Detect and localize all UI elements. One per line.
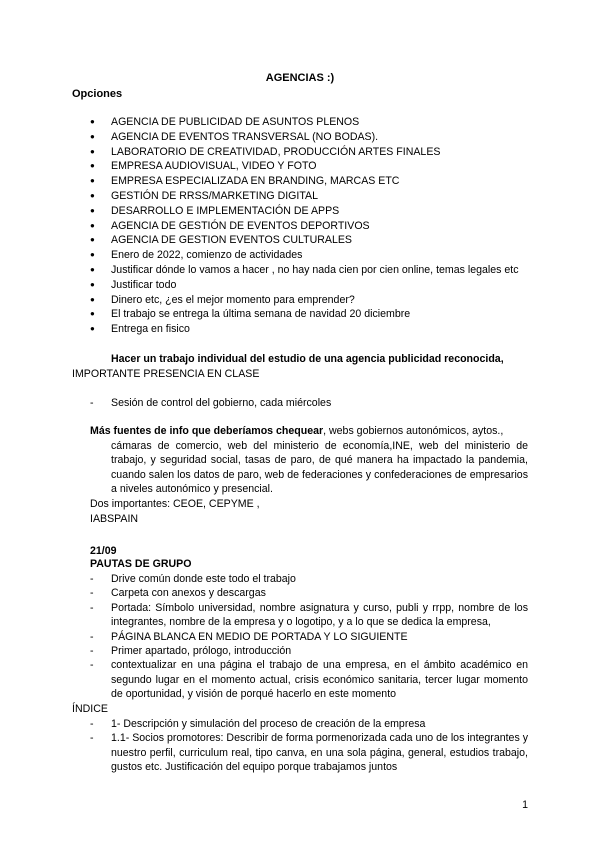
page-number: 1 — [522, 799, 528, 811]
list-item: ● EMPRESA AUDIOVISUAL, VIDEO Y FOTO — [90, 159, 530, 174]
fuentes-first-rest: , webs gobiernos autonómicos, aytos., — [323, 425, 504, 437]
fuentes-bold: Más fuentes de info que deberíamos chequear — [90, 425, 324, 437]
list-item: ● AGENCIA DE GESTION EVENTOS CULTURALES — [90, 233, 530, 248]
list-item: - PÁGINA BLANCA EN MEDIO DE PORTADA Y LO SIGUIENTE — [90, 630, 528, 644]
list-item: ● Justificar todo — [90, 278, 530, 293]
list-item: - 1.1- Socios promotores: Describir de forma pormenorizada cada uno de los integrantes y nuestro perfil, curriculum real, tipo canva, en una sola página, general, estudios trabajo, gustos etc. Justificación del equipo porque trabajamos juntos — [90, 731, 528, 774]
dos-importantes: Dos importantes: CEOE, CEPYME , — [90, 498, 260, 510]
importante-line: IMPORTANTE PRESENCIA EN CLASE — [72, 368, 260, 380]
list-item: - Carpeta con anexos y descargas — [90, 586, 528, 600]
list-item: ● LABORATORIO DE CREATIVIDAD, PRODUCCIÓN ARTES FINALES — [90, 145, 530, 160]
list-item: ● Entrega en fisico — [90, 322, 530, 337]
sesion-item — [90, 396, 332, 410]
list-item: - Drive común donde este todo el trabajo — [90, 572, 528, 586]
list-item: ● EMPRESA ESPECIALIZADA EN BRANDING, MARCAS ETC — [90, 174, 530, 189]
opciones-list — [90, 115, 530, 337]
sesion-text: Sesión de control del gobierno, cada miércoles — [111, 397, 332, 409]
list-item: - Portada: Símbolo universidad, nombre asignatura y curso, publi y rrpp, nombre de los integrantes, nombre de la empresa y o logotipo, y a lo que se dedica la empresa, — [90, 601, 528, 630]
fuentes-rest: cámaras de comercio, web del ministerio de economía,INE, web del ministerio de trabajo, y seguridad social, tasas de paro, de qué manera ha impactado la pandemia, cuando salen los datos de paro, web de federaciones y confederaciones de empresarios a niveles autonómico y presencial. — [111, 439, 528, 495]
list-item: ● El trabajo se entrega la última semana de navidad 20 diciembre — [90, 307, 530, 322]
bold-statement: Hacer un trabajo individual del estudio de una agencia publicidad reconocida, — [111, 353, 504, 365]
list-item: ● AGENCIA DE EVENTOS TRANSVERSAL (NO BODAS). — [90, 130, 530, 145]
list-item: ● Justificar dónde lo vamos a hacer , no hay nada cien por cien online, temas legales etc — [90, 263, 530, 278]
pautas-heading: PAUTAS DE GRUPO — [90, 558, 192, 570]
list-item: ● AGENCIA DE GESTIÓN DE EVENTOS DEPORTIVOS — [90, 219, 530, 234]
document-title: AGENCIAS :) — [265, 72, 335, 84]
list-item: ● Dinero etc, ¿es el mejor momento para emprender? — [90, 293, 530, 308]
list-item: - Primer apartado, prólogo, introducción — [90, 644, 528, 658]
dash-marker: - — [90, 397, 94, 409]
list-item: - 1- Descripción y simulación del proceso de creación de la empresa — [90, 717, 528, 731]
iabspain: IABSPAIN — [90, 513, 139, 525]
list-item: ● GESTIÓN DE RRSS/MARKETING DIGITAL — [90, 189, 530, 204]
pautas-list — [90, 572, 528, 702]
indice-heading: ÍNDICE — [72, 703, 108, 715]
list-item: - contextualizar en una página el trabajo de una empresa, en el ámbito académico en segundo lugar en el momento actual, crisis económico sanitaria, tercer lugar momento de oportunidad, y visión de porqué hacerlo en este momento — [90, 658, 528, 701]
list-item: ● DESARROLLO E IMPLEMENTACIÓN DE APPS — [90, 204, 530, 219]
list-item: ● Enero de 2022, comienzo de actividades — [90, 248, 530, 263]
indice-list — [90, 717, 528, 775]
opciones-heading: Opciones — [72, 88, 123, 100]
fuentes-paragraph — [90, 424, 528, 497]
list-item: ● AGENCIA DE PUBLICIDAD DE ASUNTOS PLENOS — [90, 115, 530, 130]
section-date: 21/09 — [90, 545, 117, 557]
